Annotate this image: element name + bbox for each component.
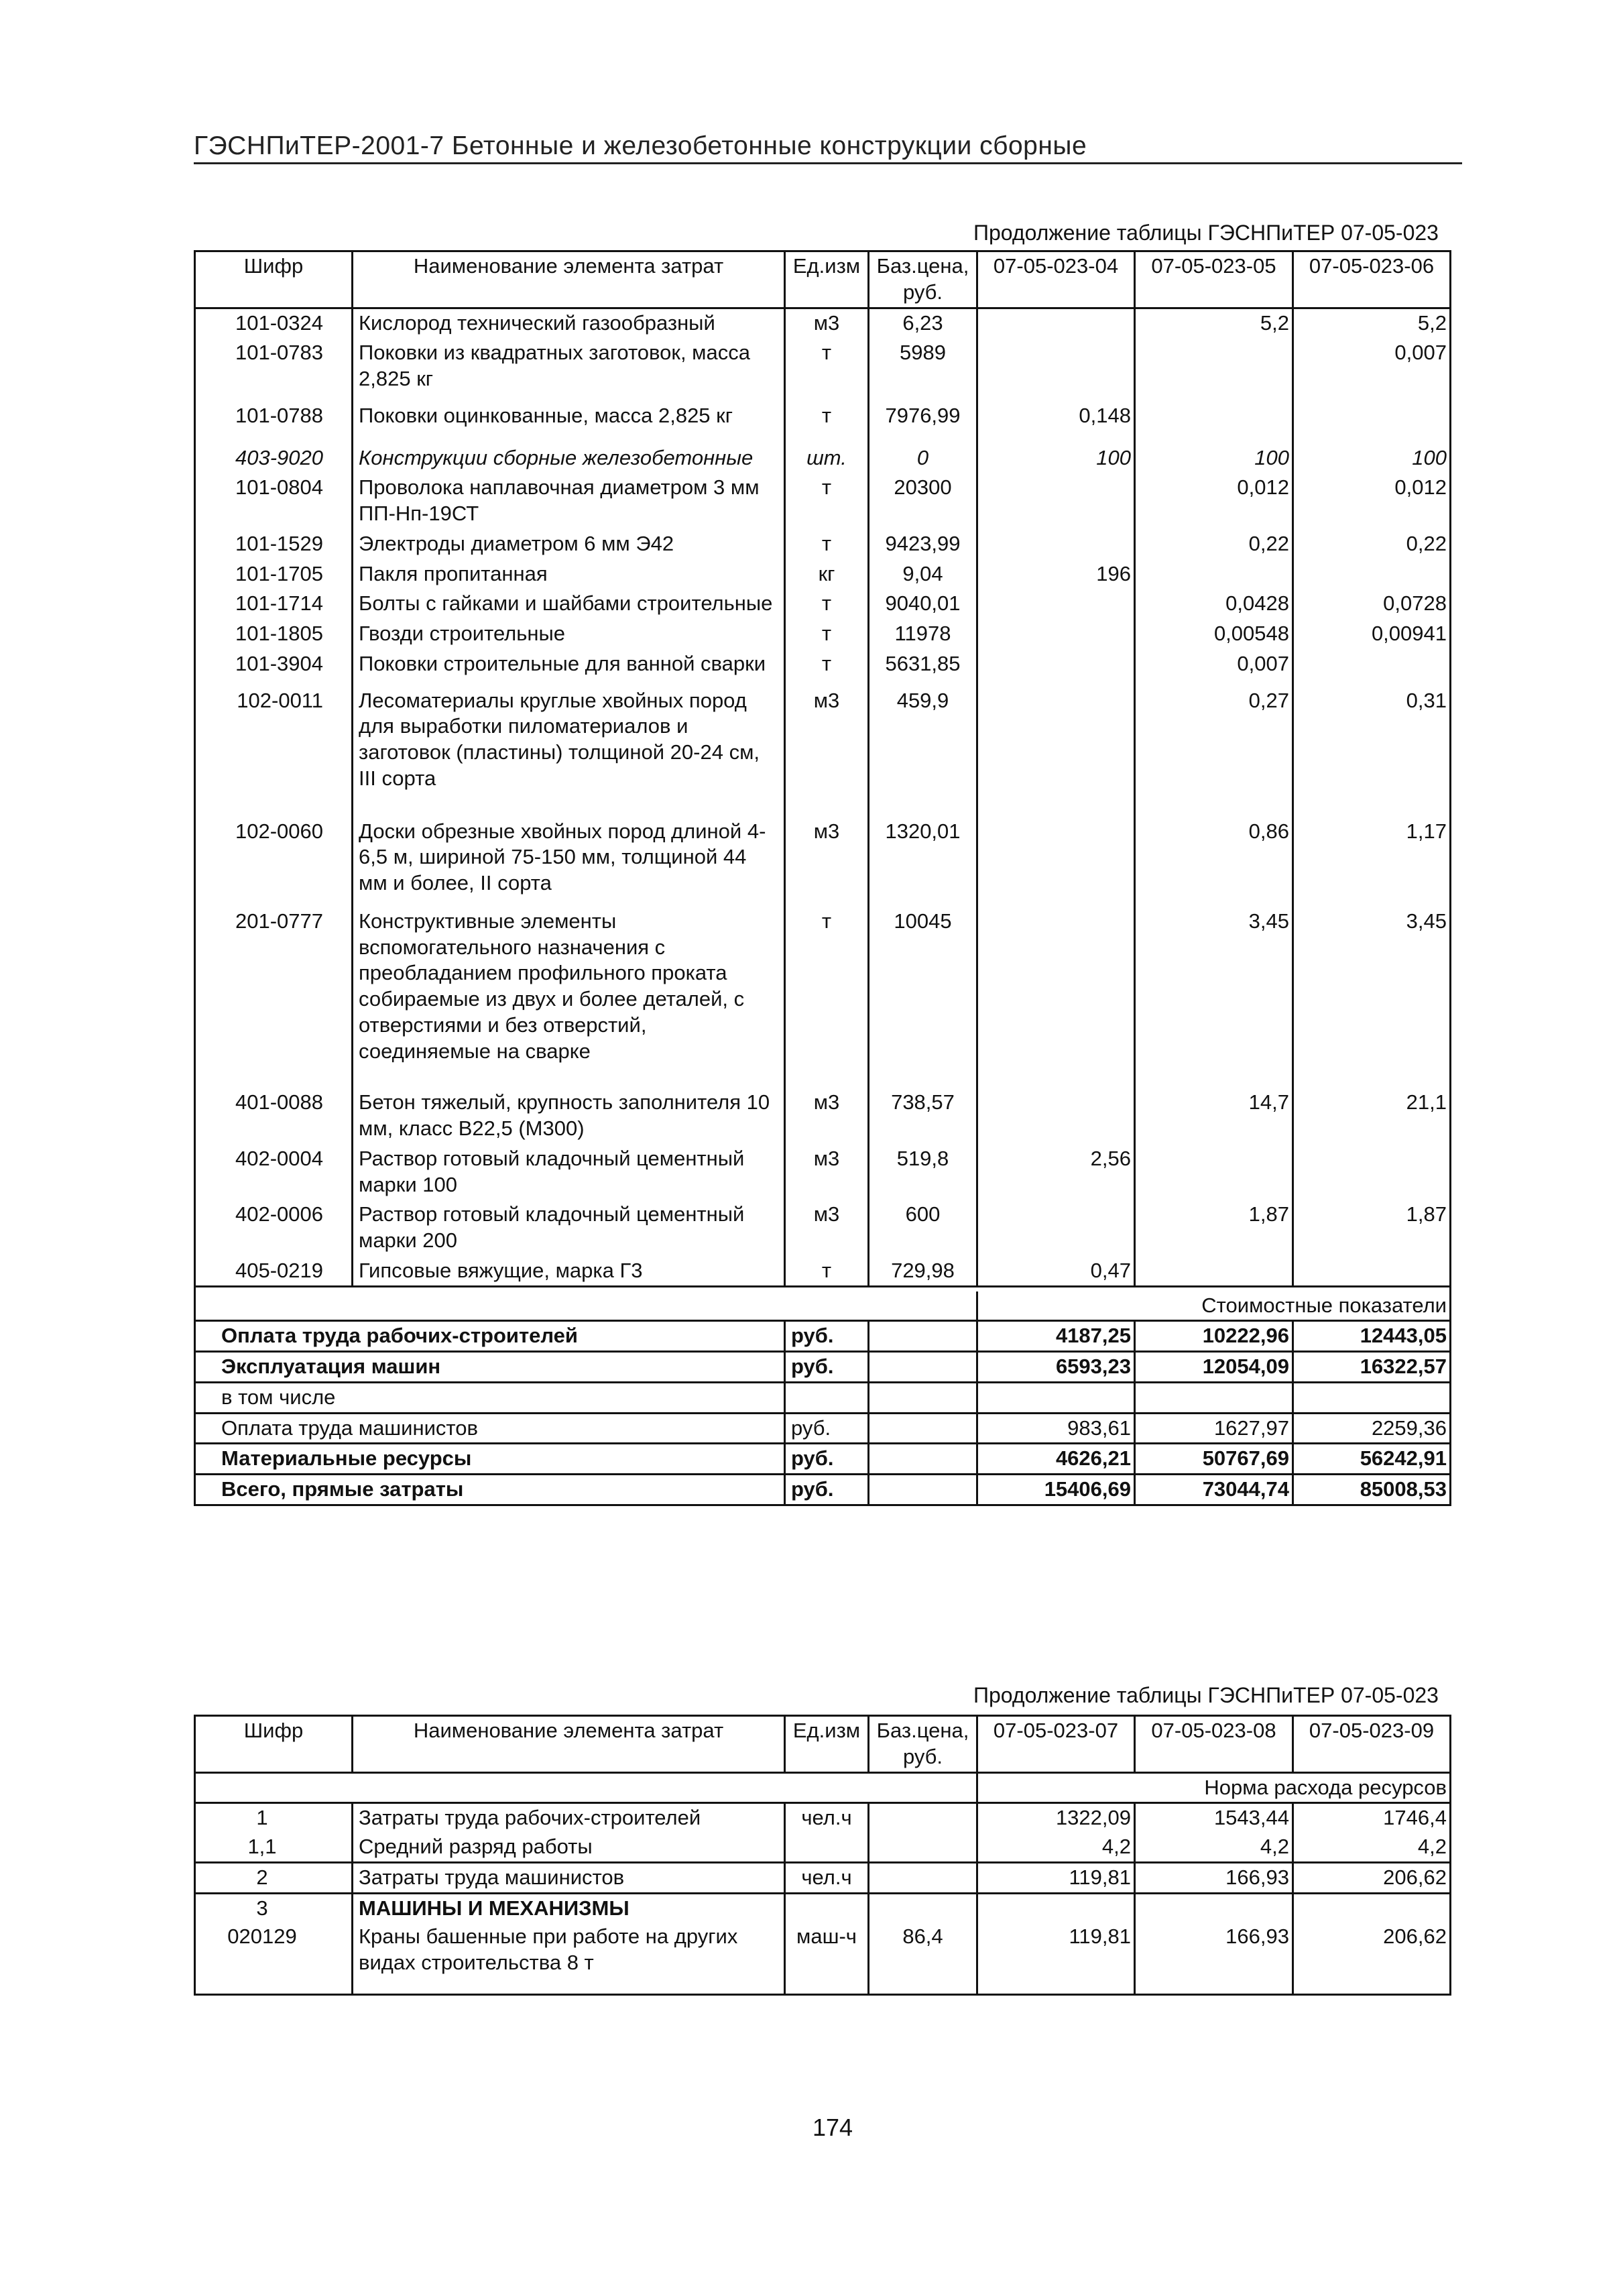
cell-price: 738,57: [869, 1066, 977, 1143]
section-divider: [195, 1286, 1451, 1292]
cell-unit: м3: [785, 1143, 869, 1200]
cost-row-value-3: 12443,05: [1293, 1321, 1451, 1352]
cost-row-value-3: 85008,53: [1293, 1475, 1451, 1505]
document-header: ГЭСНПиТЕР-2001-7 Бетонные и железобетонные конструкции сборные: [194, 131, 1462, 164]
cell-value-2: 166,93: [1135, 1862, 1293, 1893]
cell-value-2: 0,27: [1135, 679, 1293, 793]
resource-table-2: [194, 1715, 1451, 1996]
cell-price: 459,9: [869, 679, 977, 793]
table-row: [195, 1143, 1451, 1200]
cell-name: Краны башенные при работе на других видах строительства 8 т: [353, 1922, 785, 1994]
cell-code: 401-0088: [195, 1066, 353, 1143]
cell-value-2: [1135, 394, 1293, 431]
cost-row-value-1: 983,61: [977, 1413, 1135, 1444]
cell-unit: маш-ч: [785, 1922, 869, 1994]
cell-code: 102-0011: [195, 679, 353, 793]
table-row: [195, 528, 1451, 559]
cost-row-unit: руб.: [785, 1444, 869, 1475]
cell-value-3: [1293, 394, 1451, 431]
cell-unit: [785, 1833, 869, 1862]
cell-code: 101-3904: [195, 648, 353, 679]
spacer-row: [195, 1286, 1451, 1292]
cell-price: 86,4: [869, 1922, 977, 1994]
cell-code: 201-0777: [195, 898, 353, 1066]
cell-name: Затраты труда рабочих-строителей: [353, 1803, 785, 1833]
cell-code: 402-0004: [195, 1143, 353, 1200]
cell-value-3: 0,00941: [1293, 618, 1451, 648]
cell-value-3: 0,31: [1293, 679, 1451, 793]
cell-value-2: [1135, 337, 1293, 394]
table-row: [195, 1066, 1451, 1143]
cell-value-1: 196: [977, 559, 1135, 589]
cell-value-1: 0,148: [977, 394, 1135, 431]
cell-price: 7976,99: [869, 394, 977, 431]
cell-unit: т: [785, 528, 869, 559]
cell-name: Затраты труда машинистов: [353, 1862, 785, 1893]
cell-name: Раствор готовый кладочный цементный марки 100: [353, 1143, 785, 1200]
col-norm3-header: 07-05-023-06: [1293, 251, 1451, 308]
cell-value-1: [977, 898, 1135, 1066]
cost-row-value-3: 16322,57: [1293, 1352, 1451, 1383]
cell-value-1: [977, 1893, 1135, 1922]
cell-name: Пакля пропитанная: [353, 559, 785, 589]
cell-name: Раствор готовый кладочный цементный марки 200: [353, 1199, 785, 1255]
cost-row-unit: руб.: [785, 1475, 869, 1505]
cell-code: 403-9020: [195, 431, 353, 473]
cell-value-1: [977, 1199, 1135, 1255]
cell-value-3: 1746,4: [1293, 1803, 1451, 1833]
cell-unit: кг: [785, 559, 869, 589]
cell-price: 9040,01: [869, 588, 977, 618]
cell-name: Электроды диаметром 6 мм Э42: [353, 528, 785, 559]
cell-price: 10045: [869, 898, 977, 1066]
cell-value-2: 4,2: [1135, 1833, 1293, 1862]
cell-code: 101-1705: [195, 559, 353, 589]
col-name-header: Наименование элемента затрат: [353, 1716, 785, 1773]
cost-row-name: Оплата труда рабочих-строителей: [195, 1321, 785, 1352]
cell-unit: т: [785, 618, 869, 648]
cost-row-value-3: 56242,91: [1293, 1444, 1451, 1475]
cell-value-1: 4,2: [977, 1833, 1135, 1862]
cost-row-value-1: [977, 1382, 1135, 1413]
page-number: 174: [813, 2114, 853, 2141]
cell-price: 6,23: [869, 308, 977, 337]
cost-row-value-3: 2259,36: [1293, 1413, 1451, 1444]
cell-price: [869, 1862, 977, 1893]
table-row: [195, 588, 1451, 618]
cell-value-1: [977, 472, 1135, 528]
cell-price: 729,98: [869, 1255, 977, 1286]
cell-unit: т: [785, 898, 869, 1066]
cost-row-value-1: 6593,23: [977, 1352, 1135, 1383]
cost-row-price: [869, 1321, 977, 1352]
table-row: [195, 1893, 1451, 1922]
cost-row-value-1: 15406,69: [977, 1475, 1135, 1505]
cell-value-1: 119,81: [977, 1862, 1135, 1893]
cell-value-3: 1,17: [1293, 793, 1451, 898]
cell-value-2: 0,00548: [1135, 618, 1293, 648]
cell-value-2: [1135, 1143, 1293, 1200]
cell-value-2: 3,45: [1135, 898, 1293, 1066]
cell-value-2: 1,87: [1135, 1199, 1293, 1255]
table-row: [195, 1199, 1451, 1255]
cell-value-3: [1293, 1255, 1451, 1286]
cell-code: 101-0783: [195, 337, 353, 394]
col-norm3-header: 07-05-023-09: [1293, 1716, 1451, 1773]
cell-unit: т: [785, 588, 869, 618]
cell-price: 600: [869, 1199, 977, 1255]
cost-row: [195, 1413, 1451, 1444]
cell-value-2: 14,7: [1135, 1066, 1293, 1143]
cell-value-2: 0,007: [1135, 648, 1293, 679]
cell-price: 5631,85: [869, 648, 977, 679]
cell-code: 402-0006: [195, 1199, 353, 1255]
cell-name: Средний разряд работы: [353, 1833, 785, 1862]
cell-name: Кислород технический газообразный: [353, 308, 785, 337]
cell-value-1: [977, 679, 1135, 793]
cell-unit: чел.ч: [785, 1803, 869, 1833]
cell-value-2: 5,2: [1135, 308, 1293, 337]
cell-price: 11978: [869, 618, 977, 648]
cell-value-2: 0,012: [1135, 472, 1293, 528]
cell-value-2: [1135, 1255, 1293, 1286]
cost-row-price: [869, 1475, 977, 1505]
cell-name: Конструктивные элементы вспомогательного назначения с преобладанием профильного проката собираемые из двух и более деталей, с отверстиями и без отверстий, соединяемые на сварке: [353, 898, 785, 1066]
cell-name: Бетон тяжелый, крупность заполнителя 10 мм, класс В22,5 (М300): [353, 1066, 785, 1143]
cell-value-1: 0,47: [977, 1255, 1135, 1286]
cell-unit: т: [785, 337, 869, 394]
table-header-row: [195, 251, 1451, 308]
cell-code: 1: [195, 1803, 353, 1833]
cell-price: 0: [869, 431, 977, 473]
cell-unit: шт.: [785, 431, 869, 473]
col-norm2-header: 07-05-023-05: [1135, 251, 1293, 308]
cost-row-price: [869, 1382, 977, 1413]
cell-unit: м3: [785, 308, 869, 337]
table2-continuation: Продолжение таблицы ГЭСНПиТЕР 07-05-023: [973, 1683, 1439, 1707]
cost-row-unit: руб.: [785, 1321, 869, 1352]
cell-name: Болты с гайками и шайбами строительные: [353, 588, 785, 618]
cell-price: 5989: [869, 337, 977, 394]
table-row: [195, 1833, 1451, 1862]
cell-value-3: [1293, 1893, 1451, 1922]
cell-value-3: 0,0728: [1293, 588, 1451, 618]
cost-row-price: [869, 1352, 977, 1383]
cell-price: [869, 1833, 977, 1862]
cost-row-value-2: 12054,09: [1135, 1352, 1293, 1383]
norm-section-label: Норма расхода ресурсов: [977, 1772, 1451, 1803]
cell-name: Поковки строительные для ванной сварки: [353, 648, 785, 679]
table1-continuation: Продолжение таблицы ГЭСНПиТЕР 07-05-023: [973, 221, 1439, 245]
cost-row-price: [869, 1413, 977, 1444]
cell-code: 405-0219: [195, 1255, 353, 1286]
table-row: [195, 337, 1451, 394]
cell-value-3: 5,2: [1293, 308, 1451, 337]
cell-value-3: 4,2: [1293, 1833, 1451, 1862]
cell-price: 9,04: [869, 559, 977, 589]
cell-code: 101-0804: [195, 472, 353, 528]
table-row: [195, 1862, 1451, 1893]
cell-name: Конструкции сборные железобетонные: [353, 431, 785, 473]
cell-code: 101-1529: [195, 528, 353, 559]
cell-unit: м3: [785, 1066, 869, 1143]
cost-row-value-3: [1293, 1382, 1451, 1413]
cell-value-1: 119,81: [977, 1922, 1135, 1994]
cost-row-value-2: [1135, 1382, 1293, 1413]
cost-row: [195, 1352, 1451, 1383]
col-price-header: Баз.цена, руб.: [869, 1716, 977, 1773]
cell-value-3: 100: [1293, 431, 1451, 473]
col-norm1-header: 07-05-023-07: [977, 1716, 1135, 1773]
cost-row: [195, 1382, 1451, 1413]
cell-value-1: [977, 618, 1135, 648]
col-name-header: Наименование элемента затрат: [353, 251, 785, 308]
cell-name: Поковки из квадратных заготовок, масса 2,825 кг: [353, 337, 785, 394]
cell-unit: м3: [785, 1199, 869, 1255]
cost-row-value-1: 4626,21: [977, 1444, 1135, 1475]
cell-price: 519,8: [869, 1143, 977, 1200]
cell-value-3: [1293, 1143, 1451, 1200]
cell-name: Поковки оцинкованные, масса 2,825 кг: [353, 394, 785, 431]
blank-cell: [195, 1772, 977, 1803]
cell-code: 020129: [195, 1922, 353, 1994]
cell-value-2: 0,86: [1135, 793, 1293, 898]
cost-section-row: [195, 1292, 1451, 1321]
cost-row-name: Оплата труда машинистов: [195, 1413, 785, 1444]
table-row: [195, 618, 1451, 648]
cost-row-unit: [785, 1382, 869, 1413]
cell-name: Доски обрезные хвойных пород длиной 4-6,5 м, шириной 75-150 мм, толщиной 44 мм и более, II сорта: [353, 793, 785, 898]
table-row: [195, 1922, 1451, 1994]
cost-row-value-2: 50767,69: [1135, 1444, 1293, 1475]
cost-row: [195, 1475, 1451, 1505]
cost-section-label: Стоимостные показатели: [977, 1292, 1451, 1321]
cell-value-2: [1135, 1893, 1293, 1922]
table-row: [195, 648, 1451, 679]
cell-value-1: [977, 588, 1135, 618]
norm-section-row: [195, 1772, 1451, 1803]
cell-value-1: [977, 528, 1135, 559]
cell-name: Гвозди строительные: [353, 618, 785, 648]
cost-row: [195, 1321, 1451, 1352]
col-norm1-header: 07-05-023-04: [977, 251, 1135, 308]
cell-value-1: 1322,09: [977, 1803, 1135, 1833]
table-row: [195, 431, 1451, 473]
table-row: [195, 472, 1451, 528]
table-row: [195, 1803, 1451, 1833]
table-row: [195, 793, 1451, 898]
cost-row-price: [869, 1444, 977, 1475]
table-row: [195, 308, 1451, 337]
cell-value-1: 100: [977, 431, 1135, 473]
cost-row-unit: руб.: [785, 1413, 869, 1444]
cell-name: МАШИНЫ И МЕХАНИЗМЫ: [353, 1893, 785, 1922]
cell-value-1: [977, 648, 1135, 679]
col-code-header: Шифр: [195, 1716, 353, 1773]
cell-value-3: 1,87: [1293, 1199, 1451, 1255]
cell-value-2: 166,93: [1135, 1922, 1293, 1994]
cost-row-name: Материальные ресурсы: [195, 1444, 785, 1475]
cell-name: Лесоматериалы круглые хвойных пород для выработки пиломатериалов и заготовок (пластины) толщиной 20-24 см, III сорта: [353, 679, 785, 793]
cell-price: [869, 1803, 977, 1833]
cell-value-1: [977, 1066, 1135, 1143]
cell-value-1: [977, 337, 1135, 394]
cell-name: Гипсовые вяжущие, марка Г3: [353, 1255, 785, 1286]
cell-unit: т: [785, 648, 869, 679]
cell-price: [869, 1893, 977, 1922]
col-unit-header: Ед.изм: [785, 1716, 869, 1773]
table-header-row: [195, 1716, 1451, 1773]
col-unit-header: Ед.изм: [785, 251, 869, 308]
cell-code: 101-0788: [195, 394, 353, 431]
cell-code: 1,1: [195, 1833, 353, 1862]
cell-value-3: 0,007: [1293, 337, 1451, 394]
cost-row-name: Эксплуатация машин: [195, 1352, 785, 1383]
cell-value-3: 21,1: [1293, 1066, 1451, 1143]
cell-price: 20300: [869, 472, 977, 528]
cell-value-3: 3,45: [1293, 898, 1451, 1066]
cell-value-2: [1135, 559, 1293, 589]
table-row: [195, 898, 1451, 1066]
cell-unit: м3: [785, 679, 869, 793]
cell-value-2: 0,0428: [1135, 588, 1293, 618]
cell-value-1: 2,56: [977, 1143, 1135, 1200]
resource-table-1: [194, 250, 1451, 1506]
cell-price: 9423,99: [869, 528, 977, 559]
cost-row-value-1: 4187,25: [977, 1321, 1135, 1352]
table-row: [195, 1255, 1451, 1286]
table-row: [195, 559, 1451, 589]
cell-value-3: 206,62: [1293, 1922, 1451, 1994]
cell-unit: м3: [785, 793, 869, 898]
cell-unit: т: [785, 394, 869, 431]
cell-value-3: 0,22: [1293, 528, 1451, 559]
cell-code: 101-1805: [195, 618, 353, 648]
cost-row-name: Всего, прямые затраты: [195, 1475, 785, 1505]
col-price-header: Баз.цена, руб.: [869, 251, 977, 308]
cell-unit: чел.ч: [785, 1862, 869, 1893]
cell-value-2: 0,22: [1135, 528, 1293, 559]
cell-code: 101-1714: [195, 588, 353, 618]
cell-unit: т: [785, 1255, 869, 1286]
cell-unit: [785, 1893, 869, 1922]
col-norm2-header: 07-05-023-08: [1135, 1716, 1293, 1773]
cell-value-3: [1293, 559, 1451, 589]
cell-price: 1320,01: [869, 793, 977, 898]
cost-row-value-2: 1627,97: [1135, 1413, 1293, 1444]
col-code-header: Шифр: [195, 251, 353, 308]
cell-unit: т: [785, 472, 869, 528]
cell-value-3: 0,012: [1293, 472, 1451, 528]
cell-code: 102-0060: [195, 793, 353, 898]
cost-row: [195, 1444, 1451, 1475]
cell-code: 3: [195, 1893, 353, 1922]
cost-row-unit: руб.: [785, 1352, 869, 1383]
table-row: [195, 679, 1451, 793]
cost-row-value-2: 10222,96: [1135, 1321, 1293, 1352]
cell-code: 2: [195, 1862, 353, 1893]
cell-value-1: [977, 793, 1135, 898]
cell-value-3: 206,62: [1293, 1862, 1451, 1893]
cell-code: 101-0324: [195, 308, 353, 337]
table-row: [195, 394, 1451, 431]
cost-row-value-2: 73044,74: [1135, 1475, 1293, 1505]
cell-value-1: [977, 308, 1135, 337]
cell-name: Проволока наплавочная диаметром 3 мм ПП-Нп-19СТ: [353, 472, 785, 528]
cell-value-2: 1543,44: [1135, 1803, 1293, 1833]
blank-cell: [195, 1292, 977, 1321]
cost-row-name: в том числе: [195, 1382, 785, 1413]
cell-value-2: 100: [1135, 431, 1293, 473]
cell-value-3: [1293, 648, 1451, 679]
